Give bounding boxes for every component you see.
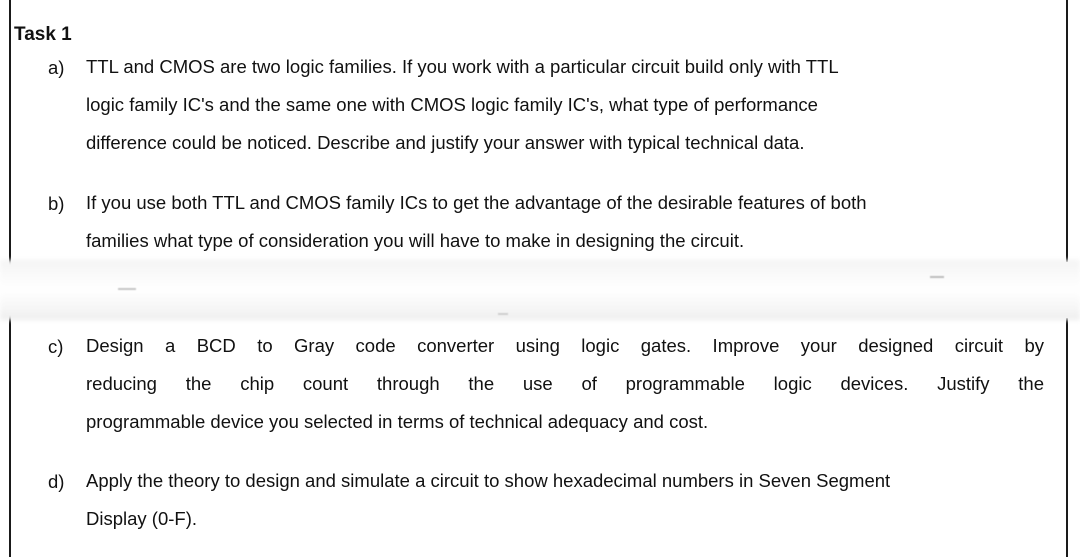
item-marker: d): [48, 471, 65, 492]
item-line: reducing the chip count through the use of programmable logic devices. Justify the: [86, 373, 1044, 394]
item-marker: a): [48, 57, 65, 78]
blurred-band: [0, 260, 1080, 320]
item-text: [86, 184, 867, 260]
item-line: Apply the theory to design and simulate a circuit to show hexadecimal numbers in Seven Segment: [86, 470, 891, 491]
item-marker: b): [48, 193, 65, 214]
item-line: programmable device you selected in terms of technical adequacy and cost.: [86, 411, 709, 432]
smudge-mark: [118, 288, 136, 290]
item-line: If you use both TTL and CMOS family ICs to get the advantage of the desirable features of both: [86, 192, 867, 213]
smudge-mark: [930, 276, 944, 278]
item-line: families what type of consideration you will have to make in designing the circuit.: [86, 230, 745, 251]
item-marker: c): [48, 336, 64, 357]
item-line: TTL and CMOS are two logic families. If you work with a particular circuit build only with TTL: [86, 56, 839, 77]
item-text: [86, 462, 890, 538]
item-line: logic family IC's and the same one with CMOS logic family IC's, what type of performance: [86, 94, 818, 115]
item-line: Display (0-F).: [86, 508, 198, 529]
item-line: Design a BCD to Gray code converter using logic gates. Improve your designed circuit by: [86, 335, 1044, 356]
smudge-mark: [498, 313, 508, 315]
frame-right-border-bottom: [1066, 318, 1068, 557]
task-title: Task 1: [14, 24, 72, 45]
item-line: difference could be noticed. Describe and justify your answer with typical technical data.: [86, 132, 805, 153]
frame-right-border-top: [1066, 0, 1068, 262]
item-text: [86, 327, 1044, 441]
item-text: [86, 48, 839, 162]
